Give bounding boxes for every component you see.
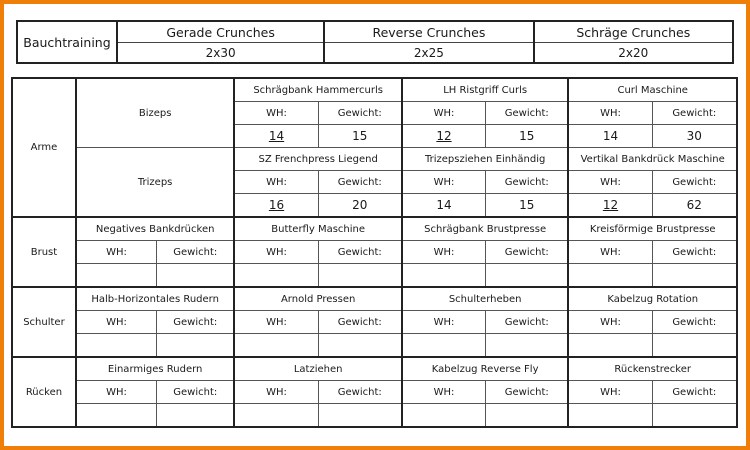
gewicht-label: Gewicht: [652,241,737,264]
exercise-name: Gerade Crunches [117,21,324,43]
wh-value[interactable] [402,264,486,288]
gewicht-label: Gewicht: [652,102,737,125]
gewicht-label: Gewicht: [157,381,235,404]
wh-value[interactable] [76,264,157,288]
exercise-name: LH Ristgriff Curls [402,78,569,102]
wh-label: WH: [234,102,318,125]
wh-value[interactable] [568,404,652,428]
wh-value[interactable] [234,264,318,288]
gewicht-value[interactable] [652,264,737,288]
gewicht-label: Gewicht: [318,102,402,125]
exercise-name: Kreisförmige Brustpresse [568,217,737,241]
gewicht-value[interactable]: 20 [318,194,402,218]
gewicht-label: Gewicht: [318,381,402,404]
wh-label: WH: [76,311,157,334]
exercise-name: Arnold Pressen [234,287,401,311]
gewicht-label: Gewicht: [652,311,737,334]
wh-value[interactable]: 14 [568,125,652,148]
exercise-name: Kabelzug Reverse Fly [402,357,569,381]
sets-reps-value[interactable]: 2x20 [534,43,733,64]
wh-label: WH: [402,381,486,404]
exercise-name: Schräge Crunches [534,21,733,43]
wh-label: WH: [234,381,318,404]
gewicht-value[interactable] [157,264,235,288]
sets-reps-value[interactable]: 2x30 [117,43,324,64]
gewicht-label: Gewicht: [486,171,569,194]
gewicht-label: Gewicht: [486,102,569,125]
wh-label: WH: [76,241,157,264]
gewicht-label: Gewicht: [318,311,402,334]
gewicht-value[interactable] [486,334,569,358]
exercise-name: Trizepsziehen Einhändig [402,148,569,171]
wh-value[interactable] [568,334,652,358]
exercise-name: Schrägbank Hammercurls [234,78,401,102]
wh-label: WH: [76,381,157,404]
gewicht-value[interactable] [318,404,402,428]
exercise-name: Schulterheben [402,287,569,311]
exercise-name: Vertikal Bankdrück Maschine [568,148,737,171]
gewicht-value[interactable]: 15 [486,125,569,148]
exercise-name: Rückenstrecker [568,357,737,381]
wh-label: WH: [568,381,652,404]
muscle-group-arme: Arme [12,78,76,217]
gewicht-value[interactable] [486,404,569,428]
wh-label: WH: [568,241,652,264]
wh-label: WH: [402,241,486,264]
gewicht-value[interactable] [318,264,402,288]
gewicht-value[interactable] [157,404,235,428]
wh-value[interactable] [234,334,318,358]
muscle-group-ruecken: Rücken [12,357,76,427]
wh-value[interactable]: 14 [402,194,486,218]
sets-reps-value[interactable]: 2x25 [324,43,533,64]
exercise-name: Schrägbank Brustpresse [402,217,569,241]
gewicht-label: Gewicht: [486,381,569,404]
wh-label: WH: [568,311,652,334]
wh-value[interactable]: 14 [234,125,318,148]
gewicht-value[interactable] [652,404,737,428]
gewicht-label: Gewicht: [486,241,569,264]
gewicht-value[interactable] [652,334,737,358]
wh-value[interactable] [402,404,486,428]
muscle-group-brust: Brust [12,217,76,287]
exercise-name: Reverse Crunches [324,21,533,43]
exercise-name: Einarmiges Rudern [76,357,235,381]
wh-label: WH: [402,102,486,125]
abs-training-table [16,20,734,64]
exercise-name: Curl Maschine [568,78,737,102]
wh-value[interactable] [76,334,157,358]
wh-value[interactable] [76,404,157,428]
sub-group-bizeps: Bizeps [76,78,235,148]
wh-value[interactable] [568,264,652,288]
gewicht-value[interactable]: 30 [652,125,737,148]
wh-label: WH: [234,171,318,194]
gewicht-label: Gewicht: [157,241,235,264]
gewicht-label: Gewicht: [318,241,402,264]
wh-value[interactable] [402,334,486,358]
exercise-name: Negatives Bankdrücken [76,217,235,241]
wh-value[interactable] [234,404,318,428]
wh-label: WH: [568,171,652,194]
training-plan-table [11,77,738,428]
gewicht-label: Gewicht: [157,311,235,334]
gewicht-label: Gewicht: [486,311,569,334]
gewicht-label: Gewicht: [652,171,737,194]
wh-value[interactable]: 16 [234,194,318,218]
wh-label: WH: [234,311,318,334]
wh-label: WH: [402,311,486,334]
gewicht-value[interactable]: 15 [318,125,402,148]
wh-label: WH: [568,102,652,125]
wh-value[interactable]: 12 [568,194,652,218]
exercise-name: Latziehen [234,357,401,381]
abs-training-label: Bauchtraining [17,21,117,63]
wh-value[interactable]: 12 [402,125,486,148]
gewicht-value[interactable]: 15 [486,194,569,218]
sub-group-trizeps: Trizeps [76,148,235,218]
exercise-name: Butterfly Maschine [234,217,401,241]
gewicht-label: Gewicht: [652,381,737,404]
exercise-name: Halb-Horizontales Rudern [76,287,235,311]
gewicht-value[interactable] [157,334,235,358]
gewicht-value[interactable] [318,334,402,358]
gewicht-value[interactable]: 62 [652,194,737,218]
exercise-name: SZ Frenchpress Liegend [234,148,401,171]
gewicht-label: Gewicht: [318,171,402,194]
wh-label: WH: [402,171,486,194]
exercise-name: Kabelzug Rotation [568,287,737,311]
gewicht-value[interactable] [486,264,569,288]
muscle-group-schulter: Schulter [12,287,76,357]
wh-label: WH: [234,241,318,264]
